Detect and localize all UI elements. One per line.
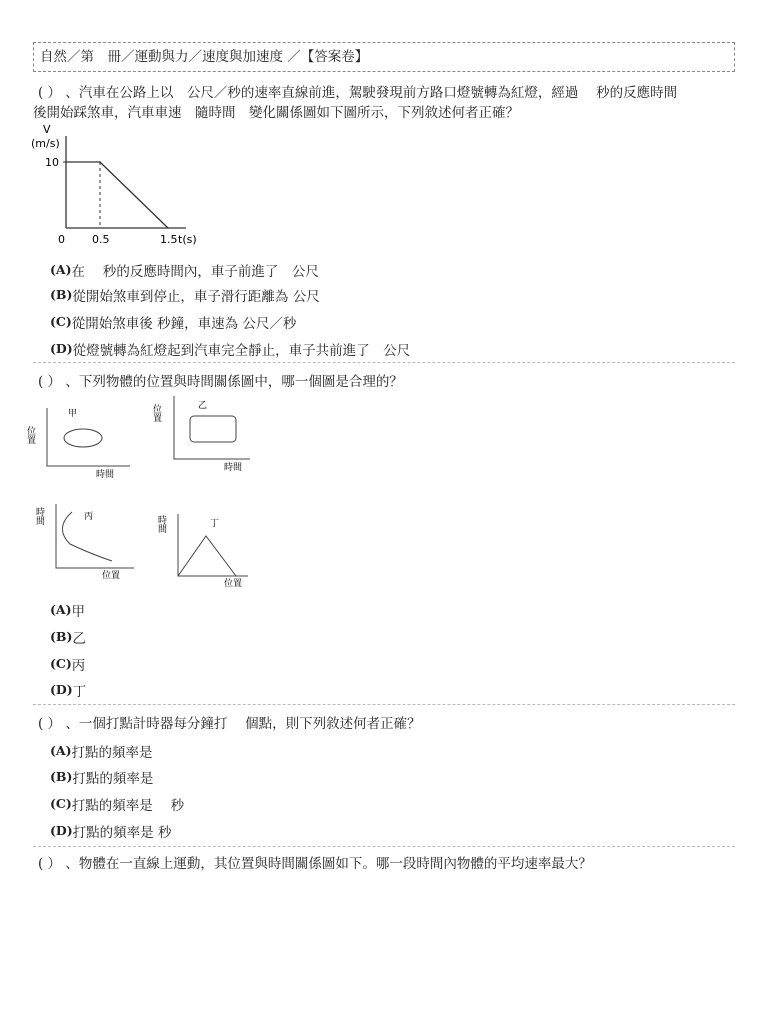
graph-ding-ylabel: 時間 [156,515,166,533]
q2-option-a[interactable]: (A)甲 [50,602,86,620]
velocity-line [66,162,168,228]
q3-option-a[interactable]: (A)打點的頻率是 [50,743,153,761]
q1-text-line1: ( ） 、汽車在公路上以 公尺／秒的速率直線前進，駕駛發現前方路口燈號轉為紅燈，經過 秒的反應時間 [38,85,678,101]
x-axis-label: t(s) [178,233,197,246]
graph-bing-xlabel: 位置 [102,571,121,581]
x-tick-label: 0.5 [92,233,110,246]
worksheet-header [33,42,735,72]
q2-graph-jia [25,400,143,480]
q2-option-b[interactable]: (B)乙 [50,629,86,647]
q1-option-c[interactable]: (C)從開始煞車後 秒鐘，車速為 公尺／秒 [50,314,297,332]
data-point [99,161,101,163]
divider [33,704,735,705]
q4-text-line1: ( ） 、物體在一直線上運動，其位置與時間關係圖如下。哪一段時間內物體的平均速率最大？ [38,856,592,872]
q2-text-line1: ( ） 、下列物體的位置與時間關係圖中，哪一個圖是合理的？ [38,374,403,390]
graph-yi-xlabel: 時間 [224,463,243,473]
data-point [65,161,67,163]
graph-ding-name: 丁 [210,519,220,529]
q2-graph-ding [158,510,273,590]
graph-jia-ylabel: 位置 [25,426,35,444]
divider [33,846,735,847]
q2-option-d[interactable]: (D)丁 [50,682,87,700]
graph-yi-name: 乙 [198,401,208,411]
divider [33,362,735,363]
q1-velocity-time-chart [28,122,208,252]
q1-option-d[interactable]: (D)從燈號轉為紅燈起到汽車完全靜止，車子共前進了 公尺 [50,341,411,359]
x-tick-label: 1.5 [160,233,178,246]
q3-option-c[interactable]: (C)打點的頻率是 秒 [50,796,185,814]
graph-yi-ylabel: 位置 [151,404,161,422]
y-axis-label: V [43,123,51,136]
x-tick-label: 0 [58,233,65,246]
graph-bing-name: 丙 [84,512,94,522]
graph-jia-xlabel: 時間 [96,470,115,480]
y-tick-label: 10 [45,156,59,169]
header-title: 自然／第 冊／運動與力／速度與加速度 ／【答案卷】 [40,49,369,65]
q2-graph-bing [36,502,151,582]
graph-ding-xlabel: 位置 [224,579,243,589]
q3-text-line1: ( ） 、一個打點計時器每分鐘打 個點，則下列敘述何者正確？ [38,716,421,732]
q1-text-line2: 後開始踩煞車，汽車車速 隨時間 變化關係圖如下圖所示，下列敘述何者正確？ [33,105,519,121]
q1-option-b[interactable]: (B)從開始煞車到停止，車子滑行距離為 公尺 [50,287,320,305]
data-point [167,227,169,229]
graph-bing-ylabel: 時間 [34,507,44,525]
q3-option-b[interactable]: (B)打點的頻率是 [50,769,154,787]
graph-jia-name: 甲 [68,409,78,419]
q1-option-a[interactable]: (A)在 秒的反應時間內，車子前進了 公尺 [50,262,319,280]
q3-option-d[interactable]: (D)打點的頻率是 秒 [50,823,172,841]
q2-option-c[interactable]: (C)丙 [50,656,86,674]
y-axis-unit: (m/s) [31,137,60,150]
q2-graph-yi [152,392,267,477]
